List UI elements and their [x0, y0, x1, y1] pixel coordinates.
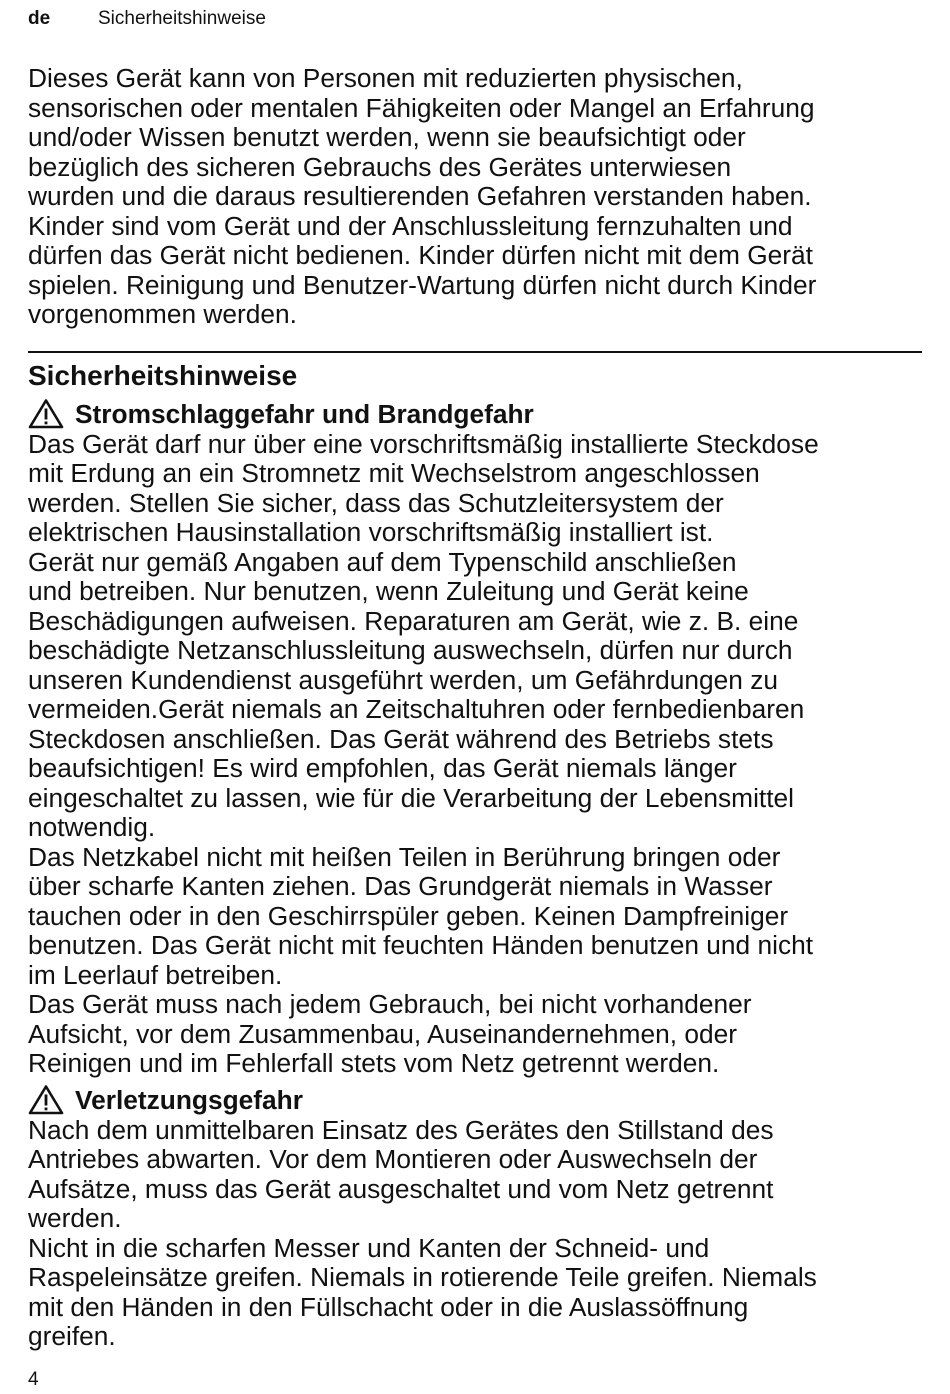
- running-header: [28, 7, 266, 31]
- injury-paragraph-2: Nicht in die scharfen Messer und Kanten der Schneid- und Raspeleinsätze greifen. Niemals in rotierende Teile greifen. Niemals mit den Händen in den Füllschacht oder in die Auslassöffnung greifen.: [28, 1232, 817, 1351]
- warning-triangle-icon: [28, 1084, 64, 1115]
- header-section-title: Sicherheitshinweise: [98, 8, 266, 29]
- electric-paragraph-2: Gerät nur gemäß Angaben auf dem Typenschild anschließen und betreiben. Nur benutzen, wenn Zuleitung und Gerät keine Beschädigungen aufweisen. Reparaturen am Gerät, wie z. B. eine beschädigte Netzanschlussleitung auswechseln, dürfen nur durch unseren Kundendienst ausgeführt werden, um Gefährdungen zu vermeiden.Gerät niemals an Zeitschaltuhren oder fernbedienbaren Steckdosen anschließen. Das Gerät während des Betriebs stets beaufsichtigen! Es wird empfohlen, das Gerät niemals länger eingeschaltet zu lassen, wie für die Verarbeitung der Lebensmittel notwendig.: [28, 546, 805, 842]
- section-divider: [28, 351, 922, 353]
- warning-triangle-icon: [28, 398, 64, 429]
- safety-section-title: Sicherheitshinweise: [28, 359, 298, 391]
- intro-paragraph: Dieses Gerät kann von Personen mit reduzierten physischen, sensorischen oder mentalen Fähigkeiten oder Mangel an Erfahrung und/oder Wissen benutzt werden, wenn sie beaufsichtigt oder bezüglich des sicheren Gebrauchs des Gerätes unterwiesen wurden und die daraus resultierenden Gefahren verstanden haben. Kinder sind vom Gerät und der Anschlussleitung fernzuhalten und dürfen das Gerät nicht bedienen. Kinder dürfen nicht mit dem Gerät spielen. Reinigung und Benutzer-Wartung dürfen nicht durch Kinder vorgenommen werden.: [28, 63, 817, 329]
- electric-shock-fire-heading-text: Stromschlaggefahr und Brandgefahr: [75, 398, 534, 429]
- page-number: 4: [28, 1369, 39, 1390]
- page-content: [28, 64, 928, 1352]
- injury-paragraph-1: Nach dem unmittelbaren Einsatz des Gerätes den Stillstand des Antriebes abwarten. Vor dem Montieren oder Auswechseln der Aufsätze, muss das Gerät ausgeschaltet und vom Netz getrennt werden.: [28, 1114, 774, 1233]
- electric-paragraph-3: Das Netzkabel nicht mit heißen Teilen in Berührung bringen oder über scharfe Kanten ziehen. Das Grundgerät niemals in Wasser tauchen oder in den Geschirrspüler geben. Keinen Dampfreiniger benutzen. Das Gerät nicht mit feuchten Händen benutzen und nicht im Leerlauf betreiben.: [28, 841, 814, 990]
- electric-shock-fire-heading: [28, 398, 928, 430]
- injury-hazard-heading: [28, 1084, 928, 1116]
- electric-paragraph-1: Das Gerät darf nur über eine vorschriftsmäßig installierte Steckdose mit Erdung an ein Stromnetz mit Wechselstrom angeschlossen werden. Stellen Sie sicher, dass das Schutzleitersystem der elektrischen Hausinstallation vorschriftsmäßig installiert ist.: [28, 428, 819, 547]
- injury-hazard-heading-text: Verletzungsgefahr: [75, 1084, 303, 1115]
- electric-paragraph-4: Das Gerät muss nach jedem Gebrauch, bei nicht vorhandener Aufsicht, vor dem Zusammenbau, Auseinandernehmen, oder Reinigen und im Fehlerfall stets vom Netz getrennt werden.: [28, 989, 752, 1078]
- language-code: de: [28, 8, 51, 29]
